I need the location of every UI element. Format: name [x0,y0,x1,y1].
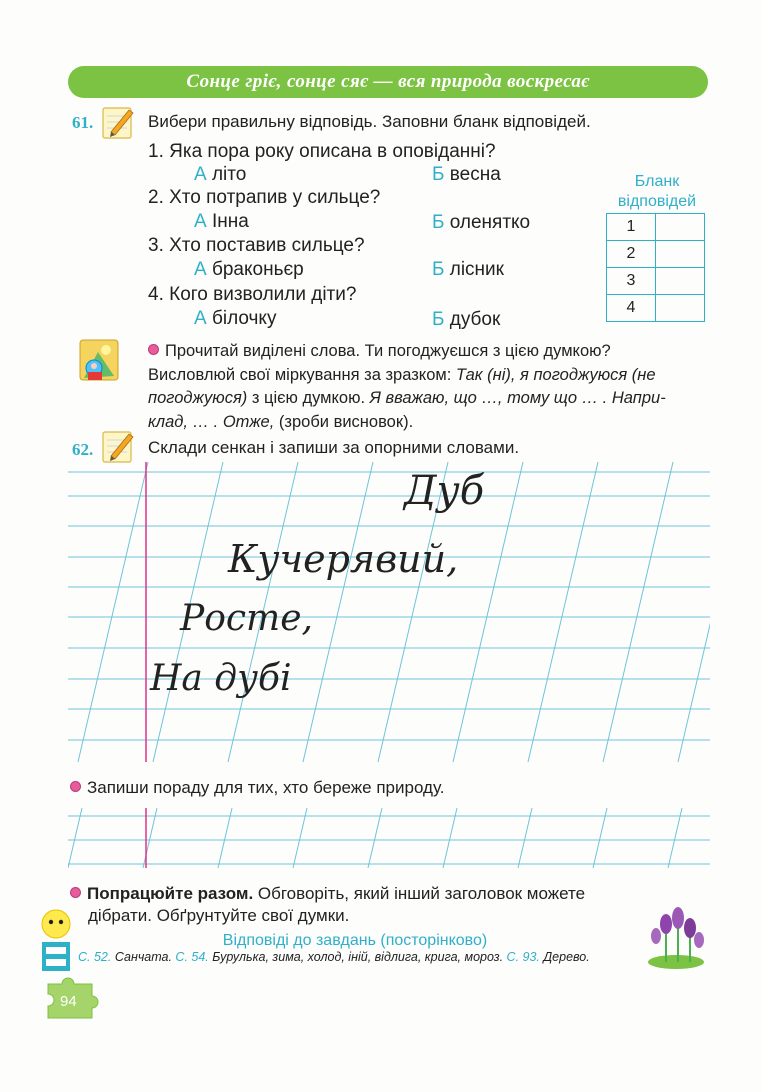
task-number-62: 62. [72,440,94,459]
answer-row-2: 2 [607,241,705,268]
discussion-line-3: погоджуюся) з цією думкою. Я вважаю, що …, тому що … . Напри- [148,389,666,407]
option-2a[interactable]: А Інна [194,211,249,232]
bullet-icon [70,781,81,792]
discussion-line-1: Прочитай виділені слова. Ти погоджуєшся з цією думкою? [148,340,708,364]
handwriting-line-3: Росте, [180,598,313,639]
handwriting-line-4: На дубі [150,658,292,699]
answer-cell-4[interactable] [656,295,705,322]
task62-instruction: Склади сенкан і запиши за опорними словами. [148,438,520,457]
page-number: 94 [60,993,77,1010]
answer-cell-1[interactable] [656,214,705,241]
crocus-flowers-icon [644,904,708,970]
question-1: 1. Яка пора року описана в оповіданні? [148,141,496,162]
question-4: 4. Кого визволили діти? [148,284,357,305]
handwriting-lines-area[interactable] [68,462,710,762]
answer-cell-3[interactable] [656,268,705,295]
answers-list: С. 52. Санчата. С. 54. Бурулька, зима, холод, іній, відлига, крига, мороз. С. 93. Дерево. [78,950,590,964]
work-together-task: Попрацюйте разом. Обговоріть, який інший заголовок можете [70,884,585,904]
answers-title: Відповіді до завдань (посторінково) [222,932,488,949]
answer-blank-title: Бланк відповідей [617,173,697,210]
option-4b[interactable]: Б дубок [432,309,501,330]
bullet-icon [70,887,81,898]
question-2: 2. Хто потрапив у сильце? [148,187,381,208]
work-together-line-2: дібрати. Обґрунтуйте свої думки. [88,906,350,925]
task-number-61: 61. [72,113,94,132]
advice-writing-lines[interactable] [68,808,710,868]
handwriting-line-2: Кучерявий, [228,537,459,581]
task61-instruction: Вибери правильну відповідь. Заповни бланк відповідей. [148,112,591,131]
advice-task: Запиши пораду для тих, хто береже природу. [70,778,444,798]
answer-cell-2[interactable] [656,241,705,268]
discussion-paragraph [148,340,708,434]
answer-blank-table [606,213,705,322]
mascot-icon [36,908,76,980]
discussion-line-2: Висловлюй свої міркування за зразком: Так (ні), я погоджуюся (не [148,365,656,384]
pencil-notebook-icon [101,104,135,140]
bullet-icon [148,344,159,355]
chapter-banner [68,66,708,98]
chapter-title: Сонце гріє, сонце сяє — вся природа воскресає [186,71,590,92]
answer-row-4: 4 [607,295,705,322]
pencil-notebook-icon [101,428,135,464]
handwriting-line-1: Дуб [404,468,485,514]
option-3a[interactable]: А браконьєр [194,259,304,280]
option-1a[interactable]: А літо [194,164,247,185]
option-4a[interactable]: А білочку [194,308,277,329]
question-3: 3. Хто поставив сильце? [148,235,365,256]
answer-row-3: 3 [607,268,705,295]
answer-row-1: 1 [607,214,705,241]
discussion-line-4: клад, … . Отже, (зроби висновок). [148,412,414,431]
option-3b[interactable]: Б лісник [432,259,504,280]
option-2b[interactable]: Б оленятко [432,212,531,233]
reading-book-icon [76,338,124,384]
option-1b[interactable]: Б весна [432,164,501,185]
